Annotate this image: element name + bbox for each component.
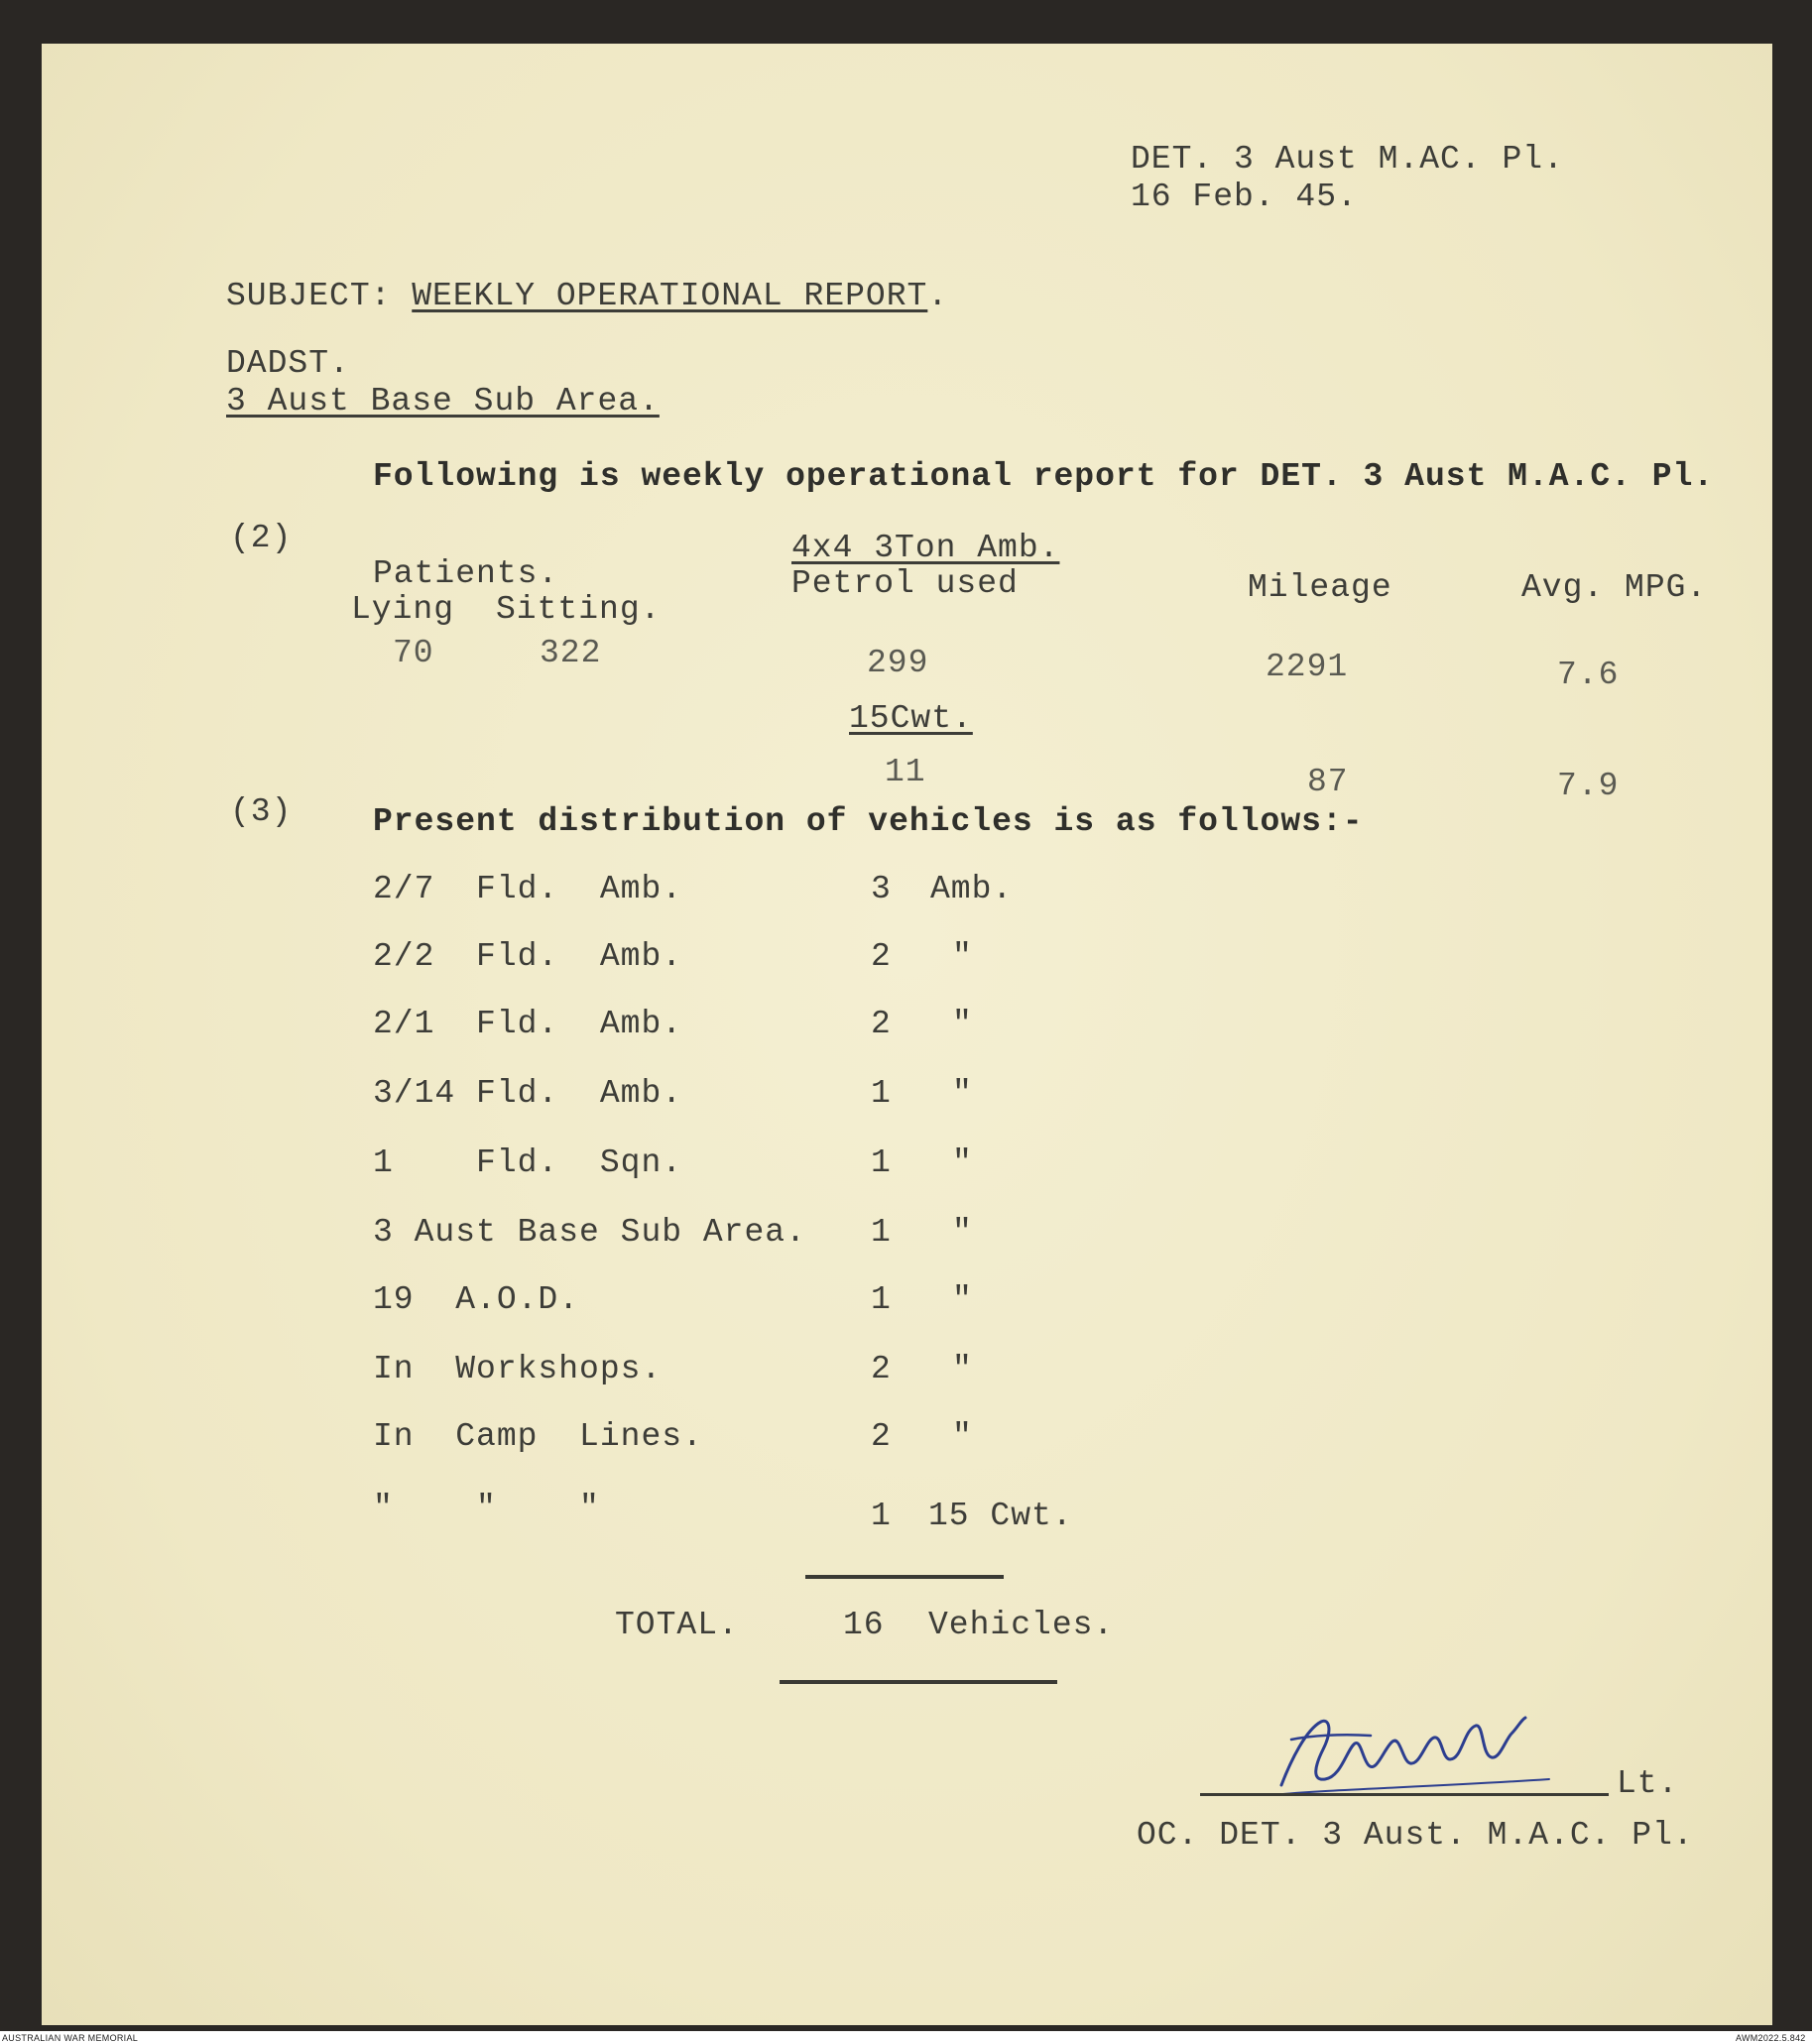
intro-text: Following is weekly operational report for DET. 3 Aust M.A.C. Pl. (373, 458, 1715, 495)
signature-rank: Lt. (1617, 1765, 1679, 1802)
distribution-unit: In Camp Lines. (373, 1418, 703, 1455)
sitting-value: 322 (540, 635, 602, 671)
mpg-value: 7.6 (1557, 657, 1620, 693)
distribution-kind: " (952, 1418, 973, 1455)
subject-period: . (927, 278, 949, 314)
distribution-qty: 1 (871, 1498, 892, 1534)
mileage-label: Mileage (1248, 569, 1392, 606)
signature-title: OC. DET. 3 Aust. M.A.C. Pl. (1137, 1817, 1694, 1854)
distribution-unit: 1 Fld. Sqn. (373, 1144, 683, 1181)
addressee-line1: DADST. (226, 345, 350, 382)
mileage-value-2: 87 (1307, 764, 1349, 800)
total-rule-top (805, 1575, 1004, 1579)
section3-heading: Present distribution of vehicles is as follows:- (373, 803, 1364, 840)
second-vehicle-type: 15Cwt. (849, 700, 973, 737)
sitting-label: Sitting. (496, 591, 662, 628)
section2-number: (2) (230, 520, 293, 556)
total-qty: 16 (843, 1607, 885, 1643)
distribution-unit: In Workshops. (373, 1351, 663, 1387)
distribution-unit: 3 Aust Base Sub Area. (373, 1214, 806, 1251)
header-date: 16 Feb. 45. (1131, 179, 1358, 215)
distribution-qty: 1 (871, 1214, 892, 1251)
distribution-kind: " (952, 1281, 973, 1318)
lying-value: 70 (393, 635, 434, 671)
distribution-qty: 1 (871, 1281, 892, 1318)
distribution-kind: " (952, 1214, 973, 1251)
header-unit: DET. 3 Aust M.AC. Pl. (1131, 141, 1564, 178)
addressee-line2: 3 Aust Base Sub Area. (226, 383, 660, 420)
distribution-qty: 1 (871, 1144, 892, 1181)
distribution-kind: " (952, 1075, 973, 1112)
distribution-qty: 2 (871, 938, 892, 975)
total-kind: Vehicles. (928, 1607, 1115, 1643)
distribution-kind: " (952, 1351, 973, 1387)
distribution-qty: 2 (871, 1351, 892, 1387)
distribution-kind: " (952, 1006, 973, 1042)
lying-label: Lying (351, 591, 455, 628)
subject-title: WEEKLY OPERATIONAL REPORT (412, 278, 928, 314)
distribution-qty: 3 (871, 871, 892, 907)
subject-line (226, 280, 948, 312)
subject-label: SUBJECT: (226, 278, 392, 314)
distribution-qty: 2 (871, 1006, 892, 1042)
distribution-unit: 19 A.O.D. (373, 1281, 580, 1318)
footer-credit: AUSTRALIAN WAR MEMORIAL (2, 2033, 139, 2043)
total-rule-bottom (780, 1680, 1057, 1684)
total-label: TOTAL. (615, 1607, 739, 1643)
document-page (42, 44, 1772, 2025)
distribution-kind: 15 Cwt. (928, 1498, 1073, 1534)
petrol-value-2: 11 (885, 754, 926, 790)
section3-number: (3) (230, 793, 293, 830)
patients-label: Patients. (373, 555, 559, 592)
distribution-unit: 2/7 Fld. Amb. (373, 871, 683, 907)
mpg-label: Avg. MPG. (1521, 569, 1708, 606)
mpg-value-2: 7.9 (1557, 768, 1620, 804)
distribution-kind: " (952, 938, 973, 975)
mileage-value: 2291 (1266, 649, 1349, 685)
vehicle-type-heading: 4x4 3Ton Amb. (791, 530, 1060, 566)
distribution-unit: 3/14 Fld. Amb. (373, 1075, 683, 1112)
distribution-qty: 2 (871, 1418, 892, 1455)
distribution-kind: " (952, 1144, 973, 1181)
petrol-label: Petrol used (791, 565, 1019, 602)
petrol-value: 299 (867, 645, 929, 681)
distribution-qty: 1 (871, 1075, 892, 1112)
distribution-kind: Amb. (930, 871, 1014, 907)
distribution-unit: 2/2 Fld. Amb. (373, 938, 683, 975)
signature-line (1200, 1793, 1609, 1796)
footer-reference: AWM2022.5.842 (1736, 2033, 1806, 2043)
distribution-unit: 2/1 Fld. Amb. (373, 1006, 683, 1042)
distribution-unit: " " " (373, 1490, 600, 1526)
